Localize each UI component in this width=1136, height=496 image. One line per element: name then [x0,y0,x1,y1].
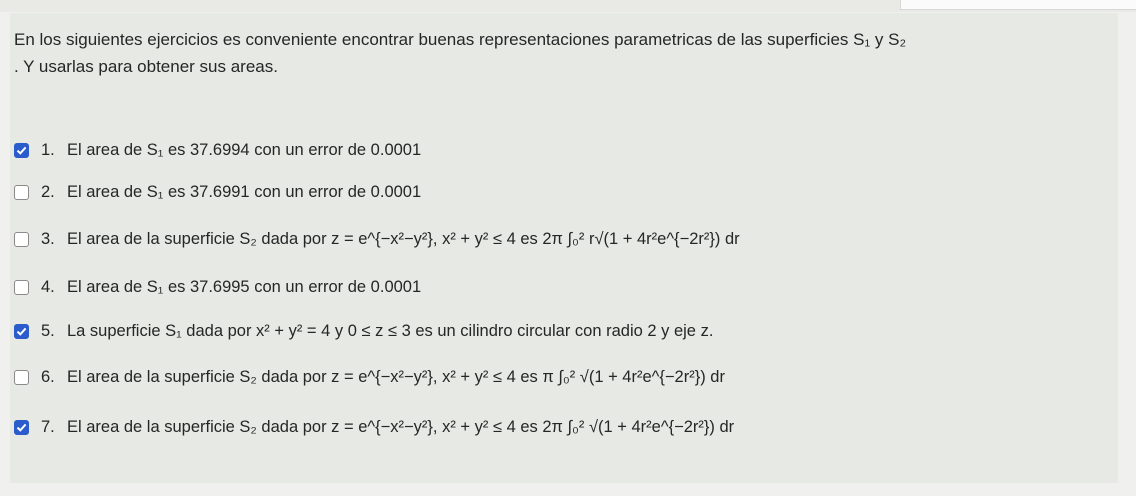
option-4[interactable] [14,274,1094,300]
checkbox-6[interactable] [14,370,29,385]
option-number: 2. [41,182,55,201]
prompt-line-1: En los siguientes ejercicios es conveniente encontrar buenas representaciones parametricas de las superficies S₁ y S₂ [14,30,907,49]
checkmark-icon [16,422,27,433]
option-text: El area de S₁ es 37.6995 con un error de 0.0001 [67,277,422,296]
option-number: 3. [41,229,55,248]
option-text: El area de la superficie S₂ dada por z = e^{−x²−y²}, x² + y² ≤ 4 es 2π ∫₀² r√(1 + 4r²e^{−2r²}) dr [67,229,740,248]
option-text: El area de S₁ es 37.6991 con un error de 0.0001 [67,182,422,201]
checkbox-4[interactable] [14,280,29,295]
checkbox-2[interactable] [14,185,29,200]
option-number: 4. [41,277,55,296]
option-number: 5. [41,321,55,340]
checkbox-3[interactable] [14,232,29,247]
checkbox-7[interactable] [14,420,29,435]
checkmark-icon [16,145,27,156]
option-text: El area de S₁ es 37.6994 con un error de 0.0001 [67,140,422,159]
option-5[interactable] [14,318,1094,344]
option-number: 7. [41,417,55,436]
option-6[interactable] [14,364,1094,390]
option-2[interactable] [14,179,1094,205]
option-text: La superficie S₁ dada por x² + y² = 4 y 0 ≤ z ≤ 3 es un cilindro circular con radio 2 y eje z. [67,321,714,340]
option-number: 6. [41,367,55,386]
option-7[interactable] [14,414,1094,440]
option-3[interactable] [14,226,1094,252]
top-input-field[interactable] [900,0,1136,10]
checkmark-icon [16,326,27,337]
checkbox-1[interactable] [14,143,29,158]
checkbox-5[interactable] [14,324,29,339]
option-text: El area de la superficie S₂ dada por z = e^{−x²−y²}, x² + y² ≤ 4 es 2π ∫₀² √(1 + 4r²e^{−2r²}) dr [67,417,735,436]
question-prompt [14,26,1094,80]
option-1[interactable] [14,137,1094,163]
option-text: El area de la superficie S₂ dada por z = e^{−x²−y²}, x² + y² ≤ 4 es π ∫₀² √(1 + 4r²e^{−2r²}) dr [67,367,725,386]
prompt-line-2: . Y usarlas para obtener sus areas. [14,57,278,76]
option-number: 1. [41,140,55,159]
